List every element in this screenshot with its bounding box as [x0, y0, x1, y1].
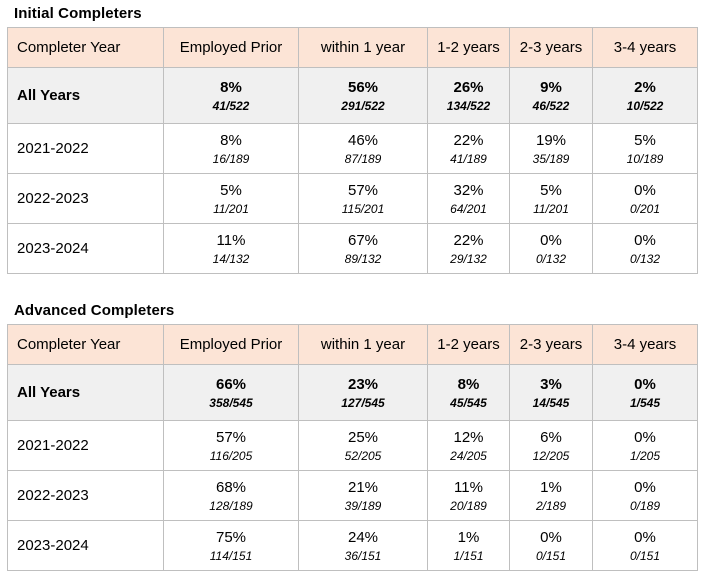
data-cell	[428, 224, 510, 274]
percent-value: 11%	[216, 231, 246, 249]
fraction-value: 24/205	[450, 449, 487, 464]
data-cell	[510, 365, 593, 421]
initial-completers-title: Initial Completers	[14, 5, 142, 22]
data-cell	[593, 174, 698, 224]
percent-value: 56%	[347, 78, 379, 96]
percent-value: 0%	[634, 478, 656, 496]
row-label: All Years	[8, 365, 164, 421]
data-cell	[164, 471, 299, 521]
data-cell	[593, 224, 698, 274]
data-cell	[510, 521, 593, 571]
fraction-value: 114/151	[209, 549, 253, 564]
fraction-value: 0/151	[629, 549, 661, 564]
data-cell	[164, 224, 299, 274]
fraction-value: 358/545	[209, 396, 253, 411]
data-cell	[593, 124, 698, 174]
advanced-completers-table	[7, 324, 698, 571]
header-row	[8, 325, 698, 365]
fraction-value: 1/205	[629, 449, 661, 464]
data-cell	[299, 471, 428, 521]
fraction-value: 14/545	[532, 396, 570, 411]
data-cell	[299, 124, 428, 174]
row-label: 2022-2023	[8, 471, 164, 521]
percent-value: 6%	[540, 428, 562, 446]
row-label: 2021-2022	[8, 421, 164, 471]
fraction-value: 46/522	[532, 99, 570, 114]
row-label: 2022-2023	[8, 174, 164, 224]
column-header: 2-3 years	[510, 28, 593, 68]
fraction-value: 20/189	[450, 499, 487, 514]
data-cell	[164, 174, 299, 224]
fraction-value: 0/132	[535, 252, 567, 267]
fraction-value: 10/522	[626, 99, 664, 114]
percent-value: 68%	[215, 478, 247, 496]
data-cell	[164, 68, 299, 124]
data-cell	[593, 68, 698, 124]
fraction-value: 35/189	[532, 152, 570, 167]
table-row	[8, 521, 698, 571]
fraction-value: 10/189	[626, 152, 664, 167]
fraction-value: 41/522	[212, 99, 250, 114]
column-header: 3-4 years	[593, 325, 698, 365]
percent-value: 0%	[634, 375, 656, 393]
fraction-value: 11/201	[533, 202, 569, 217]
fraction-value: 128/189	[209, 499, 253, 514]
data-cell	[510, 224, 593, 274]
percent-value: 25%	[347, 428, 379, 446]
data-cell	[428, 471, 510, 521]
column-header: 3-4 years	[593, 28, 698, 68]
fraction-value: 0/201	[629, 202, 661, 217]
percent-value: 0%	[634, 181, 656, 199]
column-header: within 1 year	[299, 325, 428, 365]
data-cell	[299, 365, 428, 421]
data-cell	[510, 421, 593, 471]
fraction-value: 16/189	[212, 152, 250, 167]
fraction-value: 64/201	[450, 202, 487, 217]
fraction-value: 2/189	[535, 499, 567, 514]
percent-value: 1%	[540, 478, 562, 496]
table-row	[8, 68, 698, 124]
data-cell	[428, 365, 510, 421]
fraction-value: 39/189	[344, 499, 382, 514]
percent-value: 19%	[535, 131, 567, 149]
percent-value: 26%	[453, 78, 484, 96]
row-label: All Years	[8, 68, 164, 124]
data-cell	[510, 68, 593, 124]
fraction-value: 0/132	[629, 252, 661, 267]
table-row	[8, 365, 698, 421]
data-cell	[428, 124, 510, 174]
fraction-value: 0/189	[629, 499, 661, 514]
fraction-value: 29/132	[450, 252, 487, 267]
fraction-value: 89/132	[344, 252, 382, 267]
percent-value: 5%	[634, 131, 656, 149]
percent-value: 0%	[634, 428, 656, 446]
percent-value: 0%	[634, 528, 656, 546]
data-cell	[299, 521, 428, 571]
fraction-value: 45/545	[450, 396, 487, 411]
advanced-completers-title: Advanced Completers	[14, 302, 175, 319]
row-label: 2023-2024	[8, 521, 164, 571]
data-cell	[299, 421, 428, 471]
row-label: 2023-2024	[8, 224, 164, 274]
fraction-value: 291/522	[341, 99, 385, 114]
data-cell	[428, 174, 510, 224]
percent-value: 23%	[347, 375, 379, 393]
percent-value: 32%	[453, 181, 484, 199]
data-cell	[299, 68, 428, 124]
percent-value: 22%	[453, 231, 484, 249]
table-row	[8, 471, 698, 521]
percent-value: 3%	[540, 375, 562, 393]
data-cell	[428, 68, 510, 124]
data-cell	[164, 365, 299, 421]
percent-value: 75%	[215, 528, 247, 546]
percent-value: 0%	[540, 231, 562, 249]
fraction-value: 115/201	[341, 202, 385, 217]
data-cell	[164, 521, 299, 571]
advanced-completers-section	[7, 302, 697, 571]
percent-value: 46%	[347, 131, 379, 149]
table-row	[8, 421, 698, 471]
table-row	[8, 174, 698, 224]
fraction-value: 87/189	[344, 152, 382, 167]
fraction-value: 116/205	[209, 449, 253, 464]
column-header: Employed Prior	[164, 325, 299, 365]
percent-value: 67%	[347, 231, 379, 249]
fraction-value: 14/132	[212, 252, 250, 267]
table-row	[8, 224, 698, 274]
initial-completers-table	[7, 27, 698, 274]
header-row	[8, 28, 698, 68]
column-header: Completer Year	[8, 28, 164, 68]
initial-completers-section	[7, 5, 697, 274]
table-row	[8, 124, 698, 174]
percent-value: 8%	[220, 78, 242, 96]
fraction-value: 0/151	[535, 549, 567, 564]
percent-value: 0%	[634, 231, 656, 249]
column-header: 1-2 years	[428, 28, 510, 68]
percent-value: 57%	[347, 181, 379, 199]
data-cell	[428, 421, 510, 471]
percent-value: 24%	[347, 528, 379, 546]
fraction-value: 12/205	[532, 449, 570, 464]
percent-value: 0%	[540, 528, 562, 546]
row-label: 2021-2022	[8, 124, 164, 174]
percent-value: 8%	[457, 375, 480, 393]
percent-value: 5%	[220, 181, 242, 199]
data-cell	[299, 174, 428, 224]
data-cell	[510, 124, 593, 174]
fraction-value: 52/205	[344, 449, 382, 464]
data-cell	[593, 471, 698, 521]
percent-value: 9%	[540, 78, 562, 96]
percent-value: 11%	[454, 478, 483, 496]
fraction-value: 41/189	[450, 152, 487, 167]
percent-value: 8%	[220, 131, 242, 149]
percent-value: 66%	[215, 375, 247, 393]
data-cell	[593, 521, 698, 571]
fraction-value: 127/545	[341, 396, 385, 411]
fraction-value: 1/151	[453, 549, 484, 564]
percent-value: 22%	[453, 131, 484, 149]
column-header: 2-3 years	[510, 325, 593, 365]
data-cell	[510, 471, 593, 521]
column-header: Employed Prior	[164, 28, 299, 68]
column-header: 1-2 years	[428, 325, 510, 365]
column-header: Completer Year	[8, 325, 164, 365]
percent-value: 5%	[540, 181, 562, 199]
data-cell	[164, 421, 299, 471]
percent-value: 2%	[634, 78, 656, 96]
percent-value: 1%	[457, 528, 480, 546]
data-cell	[428, 521, 510, 571]
data-cell	[593, 421, 698, 471]
percent-value: 21%	[347, 478, 379, 496]
column-header: within 1 year	[299, 28, 428, 68]
data-cell	[299, 224, 428, 274]
fraction-value: 36/151	[344, 549, 382, 564]
percent-value: 57%	[215, 428, 247, 446]
fraction-value: 11/201	[213, 202, 249, 217]
data-cell	[593, 365, 698, 421]
data-cell	[164, 124, 299, 174]
data-cell	[510, 174, 593, 224]
fraction-value: 134/522	[446, 99, 491, 114]
percent-value: 12%	[453, 428, 484, 446]
fraction-value: 1/545	[629, 396, 661, 411]
